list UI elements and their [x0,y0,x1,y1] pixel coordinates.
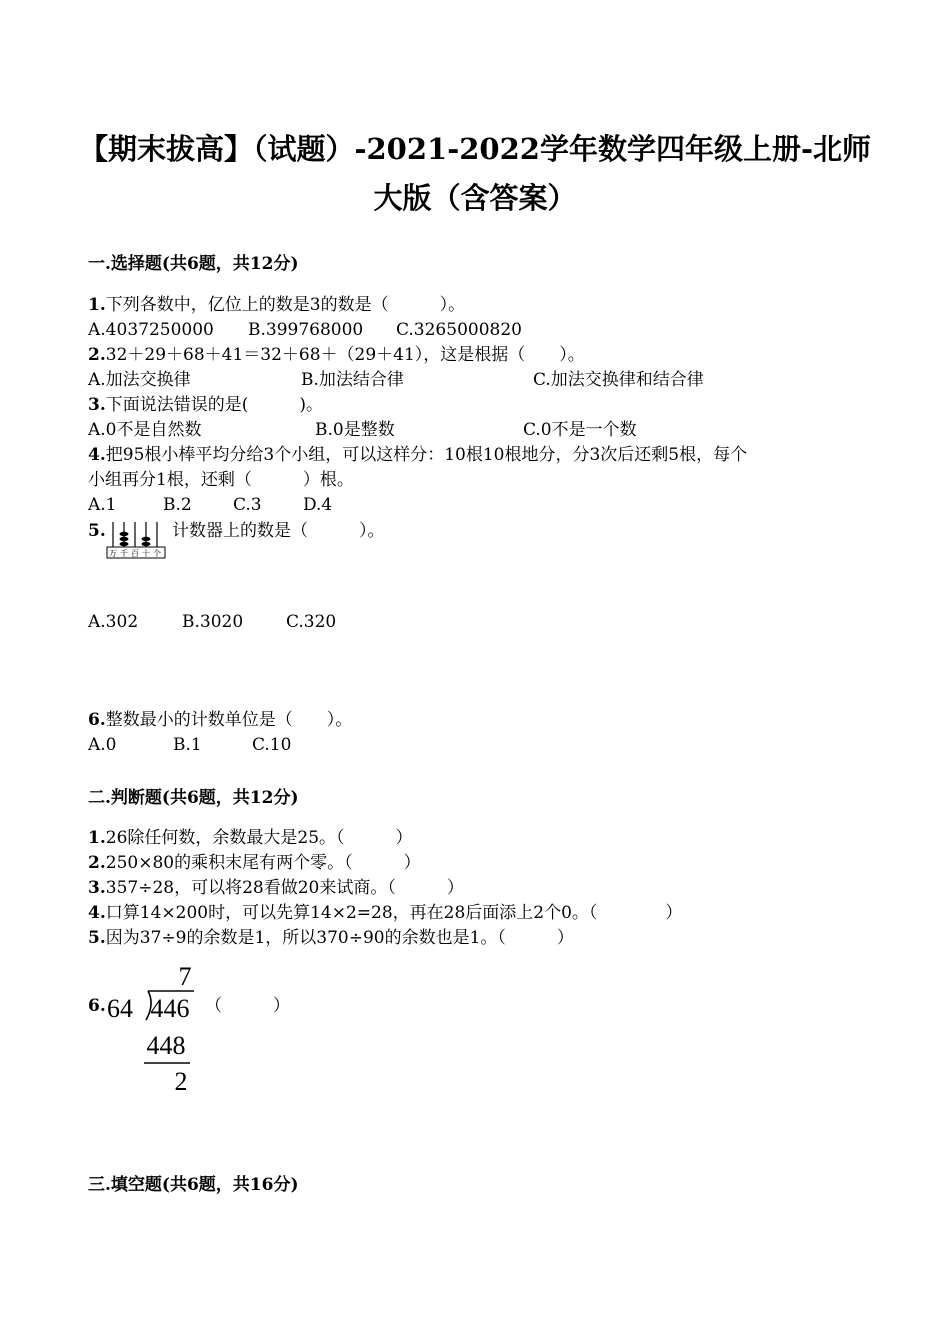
question-number: 4. [88,445,106,465]
choice-q2-option-b: B.加法结合律 [301,370,404,390]
question-text: 因为37÷9的余数是1，所以370÷90的余数也是1。（ ） [105,928,574,948]
abacus-bead [120,537,129,541]
question-number: 6. [88,710,106,730]
judge-question-3 [88,880,464,897]
choice-q1-option-b: B.399768000 [248,320,364,340]
choice-q5-option-b: B.3020 [182,612,244,632]
choice-q2-option-c: C.加法交换律和结合律 [533,370,704,390]
question-number: 5. [88,928,106,948]
division-product: 448 [146,1031,186,1060]
choice-question-5-text: 计数器上的数是（ ）。 [172,521,385,541]
choice-q6-option-b: B.1 [173,735,202,755]
choice-q3-option-c: C.0不是一个数 [523,420,637,440]
choice-q4-continuation: 小组再分1根，还剩（ ）根。 [88,470,354,490]
choice-q2-option-a: A.加法交换律 [88,370,191,390]
question-text: 250×80的乘积末尾有两个零。（ ） [105,853,421,873]
division-quotient: 7 [178,962,192,991]
choice-q4-option-b: B.2 [163,495,192,515]
abacus-label-wan: 万 [109,549,117,558]
choice-q1-option-a: A.4037250000 [88,320,214,340]
question-number: 3. [88,878,106,898]
section-heading-fill: 三.填空题(共6题，共16分) [88,1175,299,1195]
abacus-bead [142,537,151,541]
choice-question-4 [88,447,747,464]
abacus-label-ge: 个 [153,549,161,558]
question-number: 2. [88,345,106,365]
question-number: 4. [88,903,106,923]
question-text: 把95根小棒平均分给3个小组，可以这样分：10根10根地分，分3次后还剩5根，每个 [105,445,748,465]
section-heading-choice: 一.选择题(共6题，共12分) [88,254,299,274]
abacus-label-shi: 十 [142,549,150,558]
question-number: 5. [88,521,106,541]
choice-q3-option-b: B.0是整数 [315,420,395,440]
division-divisor: 64 [107,994,133,1023]
choice-q3-option-a: A.0不是自然数 [88,420,202,440]
question-number: 6. [88,996,106,1016]
section-heading-judge: 二.判断题(共6题，共12分) [88,788,299,808]
judge-question-4 [88,905,682,922]
question-text: 下列各数中，亿位上的数是3的数是（ ）。 [105,295,466,315]
page-title-line-2: 大版（含答案） [373,181,577,215]
choice-q4-option-a: A.1 [88,495,117,515]
division-remainder: 2 [174,1067,188,1095]
question-text: 32＋29＋68＋41＝32＋68＋（29＋41），这是根据（ ）。 [105,345,585,365]
question-text: 整数最小的计数单位是（ ）。 [105,710,353,730]
question-text: 下面说法错误的是( )。 [105,395,324,415]
judge-q6-answer-paren: （ ） [205,996,290,1016]
choice-q5-option-a: A.302 [88,612,139,632]
judge-question-5 [88,930,574,947]
choice-q4-option-d: D.4 [303,495,333,515]
abacus-bead [120,532,129,536]
abacus-counter-image [105,519,169,561]
question-number: 1. [88,295,106,315]
question-text: 口算14×200时，可以先算14×2=28，再在28后面添上2个0。（ ） [105,903,683,923]
abacus-bead [142,542,151,546]
question-number: 2. [88,853,106,873]
judge-question-2 [88,855,421,872]
question-number: 1. [88,828,106,848]
choice-question-6 [88,712,352,729]
choice-question-2 [88,347,585,364]
choice-q5-option-c: C.320 [286,612,337,632]
choice-q4-option-c: C.3 [233,495,262,515]
abacus-bead [120,542,129,546]
long-division-image [100,960,200,1095]
choice-q1-option-c: C.3265000820 [396,320,522,340]
question-number: 3. [88,395,106,415]
choice-question-1 [88,297,465,314]
abacus-label-bai: 百 [131,549,139,558]
choice-question-3 [88,397,323,414]
choice-q6-option-c: C.10 [252,735,292,755]
choice-q6-option-a: A.0 [88,735,117,755]
question-text: 357÷28，可以将28看做20来试商。（ ） [105,878,464,898]
page-title-line-1: 【期末拔高】（试题）-2021-2022学年数学四年级上册-北师 [78,132,872,166]
question-text: 26除任何数，余数最大是25。（ ） [105,828,413,848]
judge-question-1 [88,830,413,847]
abacus-label-qian: 千 [120,549,128,558]
division-dividend: 446 [150,994,190,1023]
